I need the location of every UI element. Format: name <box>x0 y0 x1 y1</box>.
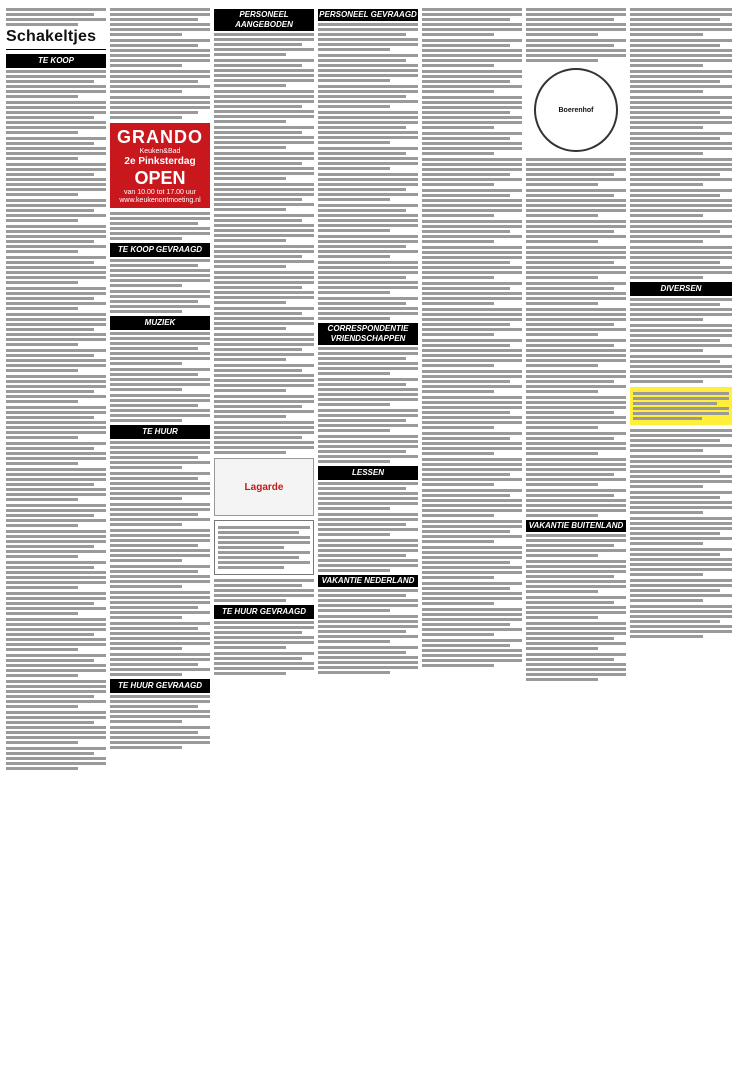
classified-ad <box>214 152 314 180</box>
classified-ad <box>214 621 314 649</box>
classified-ad <box>526 246 626 279</box>
classified-ad <box>422 339 522 367</box>
classified-ad <box>6 137 106 160</box>
classified-ad <box>630 8 732 36</box>
classified-ad <box>526 489 626 517</box>
classified-ad <box>630 158 732 186</box>
classified-ad <box>214 421 314 454</box>
classified-ad <box>6 654 106 677</box>
classified-ad <box>318 435 418 463</box>
classified-ad <box>422 282 522 305</box>
classified-ad <box>526 653 626 681</box>
column-5 <box>422 6 522 1062</box>
classified-ad <box>630 324 732 352</box>
classified-ad <box>318 111 418 144</box>
masthead-intro <box>6 8 106 26</box>
classified-ad <box>110 8 210 36</box>
classified-ad <box>110 39 210 67</box>
classified-ad <box>422 432 522 455</box>
classified-ad <box>6 442 106 465</box>
classified-ad <box>422 189 522 217</box>
classified-ad <box>422 489 522 517</box>
classified-ad <box>422 246 522 279</box>
classified-ad <box>6 504 106 527</box>
grando-hours: van 10.00 tot 17.00 uur <box>124 189 196 196</box>
classified-ad <box>422 308 522 336</box>
classified-ad <box>110 368 210 391</box>
grando-subtitle: Keuken&Bad <box>139 148 181 155</box>
classified-ad <box>110 290 210 313</box>
column-6 <box>526 6 626 1062</box>
classified-ad <box>110 653 210 676</box>
classified-ad <box>214 214 314 242</box>
classified-ad <box>526 8 626 36</box>
classified-ad <box>526 220 626 243</box>
lagarde-vacancy-advertisement <box>214 520 314 575</box>
classified-ad <box>526 339 626 367</box>
classified-ad <box>526 560 626 593</box>
classified-ad <box>6 287 106 310</box>
classified-ad <box>6 561 106 589</box>
classified-ad <box>6 225 106 253</box>
classified-ad <box>630 189 732 217</box>
grando-advertisement <box>110 123 210 208</box>
classified-ad <box>6 199 106 222</box>
classified-ad <box>318 539 418 572</box>
classified-ad <box>422 96 522 129</box>
classified-ad <box>526 622 626 650</box>
classified-ad <box>214 33 314 56</box>
classified-ad <box>318 513 418 536</box>
classified-ad <box>630 605 732 638</box>
section-te-huur-gevraagd-2: TE HUUR GEVRAAGD <box>214 605 314 619</box>
classified-ad <box>110 441 210 469</box>
classified-ad <box>6 592 106 615</box>
classified-ad <box>6 70 106 98</box>
classified-ad <box>6 618 106 651</box>
classified-ad <box>6 406 106 439</box>
classified-ad <box>214 333 314 361</box>
classified-ad <box>630 355 732 383</box>
classified-ad <box>318 261 418 294</box>
classified-ad <box>630 132 732 155</box>
classified-ad <box>6 256 106 284</box>
classified-ad <box>214 245 314 268</box>
classified-ad <box>630 246 732 279</box>
classified-ad <box>6 530 106 558</box>
classified-ad <box>526 39 626 62</box>
grando-open: OPEN <box>134 168 186 188</box>
classified-ad <box>318 235 418 258</box>
classified-ad <box>318 589 418 612</box>
classified-ad <box>318 347 418 375</box>
classified-ad <box>630 517 732 545</box>
lagarde-advertisement-logo <box>214 458 314 516</box>
classified-ad <box>422 608 522 636</box>
classified-ad <box>630 429 732 452</box>
classified-ad <box>110 726 210 749</box>
classified-ad <box>318 147 418 170</box>
classified-ad <box>422 396 522 429</box>
classified-ad <box>6 101 106 134</box>
classified-ad <box>630 220 732 243</box>
classified-ad <box>214 652 314 675</box>
classified-ad <box>214 59 314 87</box>
classified-ad <box>110 332 210 365</box>
classified-ad <box>318 646 418 674</box>
column-4 <box>318 6 418 1062</box>
classified-ad <box>110 212 210 240</box>
classified-ad <box>6 349 106 372</box>
classified-ad <box>422 132 522 155</box>
camping-name: Boerenhof <box>558 106 594 114</box>
classified-ad <box>422 370 522 393</box>
classified-ad <box>630 491 732 514</box>
classified-ad <box>318 297 418 320</box>
classified-ad <box>110 472 210 500</box>
section-te-huur-gevraagd: TE HUUR GEVRAAGD <box>110 679 210 693</box>
classified-ad <box>526 596 626 619</box>
section-muziek: MUZIEK <box>110 316 210 330</box>
highlighted-classified-ad <box>630 387 732 425</box>
classified-ad <box>422 546 522 579</box>
classified-ad <box>422 158 522 186</box>
classified-ad <box>214 271 314 304</box>
column-1 <box>6 6 106 1062</box>
classified-ad <box>422 220 522 243</box>
classified-ad <box>526 158 626 186</box>
page-title: Schakeltjes <box>6 28 97 45</box>
section-correspondentie: CORRESPONDENTIE VRIENDSCHAPPEN <box>318 323 418 345</box>
classified-ad <box>422 70 522 93</box>
classified-ad <box>6 163 106 196</box>
classified-ad <box>6 468 106 501</box>
classified-ad <box>214 395 314 418</box>
masthead <box>6 8 106 50</box>
classified-ad <box>630 70 732 93</box>
classified-ad <box>526 534 626 557</box>
classified-ad <box>110 70 210 93</box>
classified-ad <box>214 90 314 123</box>
section-personeel-aangeboden: PERSONEEL AANGEBODEN <box>214 9 314 31</box>
classified-ad <box>214 364 314 392</box>
classified-ad <box>110 96 210 119</box>
section-vakantie-buitenland: VAKANTIE BUITENLAND <box>526 520 626 532</box>
classified-ad <box>6 680 106 708</box>
classified-ad <box>526 308 626 336</box>
camping-logo <box>534 68 618 152</box>
classified-ad <box>630 579 732 602</box>
section-vakantie-nederland: VAKANTIE NEDERLAND <box>318 575 418 587</box>
classified-ad <box>526 282 626 305</box>
classified-ad <box>214 126 314 149</box>
classified-ad <box>318 378 418 406</box>
classified-ad <box>110 503 210 526</box>
classified-ad <box>318 204 418 232</box>
column-3 <box>214 6 314 1062</box>
section-diversen: DIVERSEN <box>630 282 732 296</box>
grando-date: 2e Pinksterdag <box>124 156 196 167</box>
classified-ad <box>6 711 106 744</box>
classified-ad <box>6 313 106 346</box>
classified-ad <box>422 458 522 486</box>
grando-website: www.keukenontmoeting.nl <box>119 197 201 204</box>
classified-ad <box>422 8 522 36</box>
section-te-koop: TE KOOP <box>6 54 106 68</box>
grando-brand: GRANDO <box>117 127 203 147</box>
classified-ad <box>110 529 210 562</box>
classified-ad <box>526 189 626 217</box>
classified-ad <box>422 39 522 67</box>
classified-ad <box>526 432 626 455</box>
classified-ad <box>422 582 522 605</box>
section-personeel-gevraagd: PERSONEEL GEVRAAGD <box>319 10 417 19</box>
classified-ad <box>318 23 418 51</box>
classified-ad <box>110 695 210 723</box>
section-te-huur: TE HUUR <box>110 425 210 439</box>
classified-ad <box>318 85 418 108</box>
classified-ad <box>318 409 418 432</box>
section-te-koop-gevraagd: TE KOOP GEVRAAGD <box>110 243 210 257</box>
classified-ad <box>422 520 522 543</box>
section-lessen: LESSEN <box>318 466 418 480</box>
classified-ad <box>630 96 732 129</box>
classified-ad <box>318 54 418 82</box>
newspaper-page <box>6 6 732 1062</box>
classified-ad <box>214 307 314 330</box>
classified-ad <box>422 639 522 667</box>
classified-ad <box>630 39 732 67</box>
classified-ad <box>110 565 210 588</box>
classified-ad <box>214 579 314 602</box>
classified-ad <box>6 747 106 770</box>
classified-ad <box>6 375 106 403</box>
classified-ad <box>526 396 626 429</box>
column-2 <box>110 6 210 1062</box>
classified-ad <box>110 622 210 650</box>
classified-ad <box>214 183 314 211</box>
classified-ad <box>318 482 418 510</box>
classified-ad <box>110 259 210 287</box>
classified-ad <box>318 173 418 201</box>
classified-ad <box>110 591 210 619</box>
classified-ad <box>526 458 626 486</box>
lagarde-brand: Lagarde <box>244 481 284 493</box>
classified-ad <box>630 298 732 321</box>
classified-ad <box>110 394 210 422</box>
classified-ad <box>526 370 626 393</box>
classified-ad <box>630 548 732 576</box>
classified-ad <box>318 615 418 643</box>
column-7 <box>630 6 732 1062</box>
classified-ad <box>630 455 732 488</box>
